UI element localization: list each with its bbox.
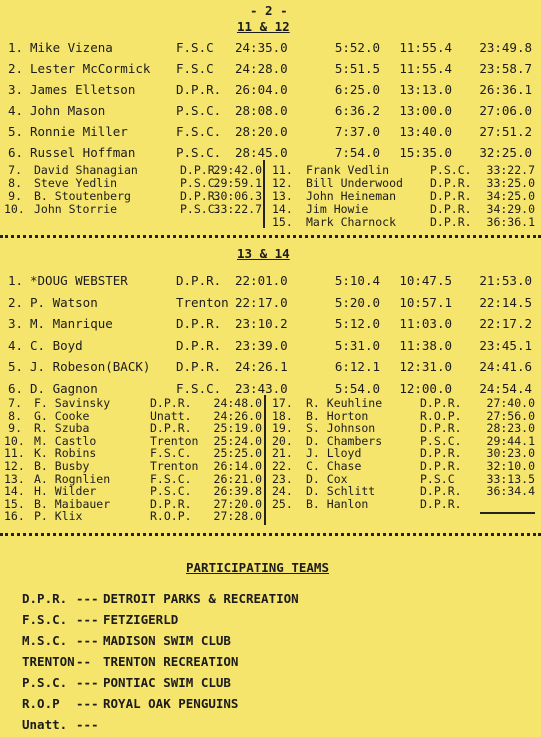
- time-value: 27:56.0: [486, 408, 535, 423]
- swimmer-name: H. Wilder: [34, 484, 97, 499]
- time-value: 36:36.1: [486, 215, 535, 229]
- place-number: 11.: [272, 163, 293, 177]
- place-number: 7.: [8, 163, 22, 177]
- time-value: 25:19.0: [213, 421, 262, 436]
- time-value: 32:10.0: [486, 459, 535, 473]
- section1-divider: [263, 160, 265, 228]
- place-number: 6.: [8, 145, 24, 160]
- time-value: 27:06.0: [479, 103, 532, 118]
- section2-divider: [264, 395, 266, 525]
- place-number: 11.: [4, 446, 25, 461]
- time-value: 22:01.0: [235, 273, 288, 288]
- swimmer-name: S. Johnson: [306, 421, 376, 436]
- split-time: 7:37.0: [334, 124, 380, 139]
- section-title-13-14: 13 & 14: [237, 246, 290, 261]
- team-abbr: D.P.R.: [22, 591, 68, 606]
- time-value: 23:39.0: [235, 337, 288, 353]
- time-value: 26:04.0: [235, 82, 288, 97]
- place-number: 1.: [8, 40, 24, 55]
- place-number: 16.: [4, 509, 25, 524]
- swimmer-name: Bill Underwood: [306, 176, 403, 190]
- place-number: 14.: [4, 484, 25, 499]
- time-value: 24:35.0: [235, 40, 288, 55]
- team-full-name: DETROIT PARKS & RECREATION: [103, 591, 299, 606]
- split-time: 11:38.0: [399, 337, 452, 353]
- team-abbr: R.O.P: [22, 696, 60, 711]
- place-number: 4.: [8, 337, 24, 353]
- swimmer-name: *DOUG WEBSTER: [30, 273, 128, 288]
- swimmer-name: B. Maibauer: [34, 496, 111, 511]
- time-value: 22:17.2: [479, 316, 532, 331]
- swimmer-name: C. Chase: [306, 459, 362, 473]
- team-abbr: D.P.R.: [420, 396, 462, 410]
- swimmer-name: Frank Vedlin: [306, 163, 390, 177]
- swimmer-name: P. Klix: [34, 509, 83, 524]
- swimmer-name: A. Rognlien: [34, 471, 111, 486]
- place-number: 3.: [8, 82, 24, 97]
- place-number: 21.: [272, 446, 293, 461]
- split-time: 7:54.0: [334, 145, 380, 160]
- swimmer-name: R. Szuba: [34, 421, 90, 436]
- swimmer-name: M. Castlo: [34, 433, 97, 448]
- participating-teams-title: PARTICIPATING TEAMS: [186, 560, 329, 575]
- time-value: 26:21.0: [213, 471, 262, 486]
- team-abbr: P.S.C.: [420, 433, 462, 448]
- swimmer-name: B. Horton: [306, 408, 369, 423]
- time-value: 25:25.0: [213, 446, 262, 461]
- team-abbr: P.S.C.: [176, 103, 222, 118]
- time-value: 23:49.8: [479, 40, 532, 55]
- team-abbr: D.P.R.: [430, 215, 472, 229]
- time-value: 30:06.3: [213, 189, 262, 203]
- split-time: 5:10.4: [334, 273, 380, 288]
- time-value: 32:25.0: [479, 145, 532, 160]
- place-number: 4.: [8, 103, 24, 118]
- swimmer-name: Mike Vizena: [30, 40, 113, 55]
- dotted-separator: [0, 235, 541, 238]
- time-value: 27:28.0: [213, 509, 262, 524]
- team-abbr: Trenton: [150, 433, 199, 448]
- dotted-separator: [0, 533, 541, 536]
- team-abbr: D.P.R.: [430, 202, 472, 216]
- team-abbr: D.P.R.: [420, 496, 462, 511]
- swimmer-name: John Storrie: [34, 202, 118, 216]
- team-abbr: D.P.R.: [176, 337, 222, 353]
- place-number: 25.: [272, 496, 293, 511]
- team-abbr: Unatt.: [22, 717, 68, 732]
- swimmer-name: J. Robeson(BACK): [30, 359, 151, 374]
- split-time: 6:12.1: [334, 359, 380, 374]
- team-abbr: D.P.R.: [176, 273, 222, 288]
- place-number: 8.: [8, 176, 22, 190]
- team-abbr: P.S.C.: [176, 145, 222, 160]
- team-abbr: F.S.C: [176, 40, 214, 55]
- team-full-name: TRENTON RECREATION: [103, 654, 239, 669]
- swimmer-name: D. Schlitt: [306, 484, 376, 499]
- swimmer-name: James Elletson: [30, 82, 136, 97]
- team-abbr: Trenton: [176, 294, 229, 310]
- team-abbr: F.S.C.: [22, 612, 68, 627]
- split-time: 6:36.2: [334, 103, 380, 118]
- team-abbr: D.P.R.: [176, 82, 222, 97]
- time-value: 24:48.0: [213, 396, 262, 410]
- team-full-name: FETZIGERLD: [103, 612, 179, 627]
- time-value: 27:20.0: [213, 496, 262, 511]
- time-value: 33:25.0: [486, 176, 535, 190]
- team-abbr: Trenton: [150, 459, 199, 473]
- place-number: 13.: [4, 471, 25, 486]
- team-abbr: F.S.C.: [176, 380, 222, 396]
- place-number: 9.: [8, 421, 22, 436]
- time-value: 24:26.1: [235, 359, 288, 374]
- swimmer-name: J. Lloyd: [306, 446, 362, 461]
- place-number: 6.: [8, 380, 24, 396]
- time-value: 24:54.4: [479, 380, 532, 396]
- time-value: 27:51.2: [479, 124, 532, 139]
- swimmer-name: D. Chambers: [306, 433, 383, 448]
- swimmer-name: Steve Yedlin: [34, 176, 118, 190]
- team-abbr: D.P.R.: [430, 176, 472, 190]
- team-abbr: P.S.C.: [150, 484, 192, 499]
- swimmer-name: B. Stoutenberg: [34, 189, 131, 203]
- time-value: 30:23.0: [486, 446, 535, 461]
- split-time: 12:31.0: [399, 359, 452, 374]
- swimmer-name: R. Keuhline: [306, 396, 383, 410]
- time-value: 34:25.0: [486, 189, 535, 203]
- time-value: 33:13.5: [486, 471, 535, 486]
- swimmer-name: David Shanagian: [34, 163, 138, 177]
- team-abbr: D.P.R.: [420, 446, 462, 461]
- place-number: 23.: [272, 471, 293, 486]
- place-number: 14.: [272, 202, 293, 216]
- separator-dashes: ---: [76, 717, 99, 732]
- place-number: 24.: [272, 484, 293, 499]
- swimmer-name: D. Cox: [306, 471, 348, 486]
- page-number: - 2 -: [250, 3, 288, 18]
- section-title-11-12: 11 & 12: [237, 19, 290, 34]
- team-abbr: F.S.C.: [150, 471, 192, 486]
- time-value: 29:44.1: [486, 433, 535, 448]
- split-time: 5:12.0: [334, 316, 380, 331]
- time-value: 22:14.5: [479, 294, 532, 310]
- place-number: 19.: [272, 421, 293, 436]
- place-number: 17.: [272, 396, 293, 410]
- place-number: 10.: [4, 433, 25, 448]
- time-value: 23:43.0: [235, 380, 288, 396]
- swimmer-name: M. Manrique: [30, 316, 113, 331]
- place-number: 2.: [8, 294, 24, 310]
- split-time: 13:40.0: [399, 124, 452, 139]
- split-time: 5:20.0: [334, 294, 380, 310]
- team-abbr: F.S.C.: [176, 124, 222, 139]
- split-time: 5:51.5: [334, 61, 380, 76]
- time-value: 21:53.0: [479, 273, 532, 288]
- time-value: 23:45.1: [479, 337, 532, 353]
- split-time: 13:13.0: [399, 82, 452, 97]
- place-number: 12.: [272, 176, 293, 190]
- team-abbr: Unatt.: [150, 408, 192, 423]
- team-abbr: R.O.P.: [420, 408, 462, 423]
- team-full-name: ROYAL OAK PENGUINS: [103, 696, 239, 711]
- place-number: 13.: [272, 189, 293, 203]
- split-time: 5:52.0: [334, 40, 380, 55]
- place-number: 5.: [8, 359, 24, 374]
- blank-time-line: [480, 512, 535, 514]
- place-number: 7.: [8, 396, 22, 410]
- time-value: 27:40.0: [486, 396, 535, 410]
- place-number: 15.: [272, 215, 293, 229]
- split-time: 5:54.0: [334, 380, 380, 396]
- swimmer-name: K. Robins: [34, 446, 97, 461]
- team-abbr: D.P.R.: [150, 421, 192, 436]
- team-abbr: F.S.C.: [150, 446, 192, 461]
- time-value: 34:29.0: [486, 202, 535, 216]
- swimmer-name: John Heineman: [306, 189, 397, 203]
- time-value: 24:26.0: [213, 408, 262, 423]
- swimmer-name: F. Savinsky: [34, 396, 111, 410]
- split-time: 15:35.0: [399, 145, 452, 160]
- swimmer-name: G. Cooke: [34, 408, 90, 423]
- split-time: 12:00.0: [399, 380, 452, 396]
- team-abbr: D.P.R.: [180, 189, 222, 203]
- swimmer-name: Ronnie Miller: [30, 124, 128, 139]
- split-time: 11:03.0: [399, 316, 452, 331]
- time-value: 26:14.0: [213, 459, 262, 473]
- time-value: 33:22.7: [213, 202, 262, 216]
- swimmer-name: C. Boyd: [30, 337, 83, 353]
- time-value: 23:10.2: [235, 316, 288, 331]
- split-time: 11:55.4: [399, 40, 452, 55]
- place-number: 1.: [8, 273, 24, 288]
- place-number: 3.: [8, 316, 24, 331]
- time-value: 25:24.0: [213, 433, 262, 448]
- separator-dashes: ---: [76, 591, 99, 606]
- split-time: 11:55.4: [399, 61, 452, 76]
- team-abbr: P.S.C: [420, 471, 455, 486]
- swimmer-name: D. Gagnon: [30, 380, 98, 396]
- time-value: 29:59.1: [213, 176, 262, 190]
- split-time: 10:47.5: [399, 273, 452, 288]
- team-abbr: P.S.C.: [180, 176, 222, 190]
- swimmer-name: Russel Hoffman: [30, 145, 136, 160]
- place-number: 15.: [4, 496, 25, 511]
- team-abbr: R.O.P.: [150, 509, 192, 524]
- team-abbr: D.P.R.: [430, 189, 472, 203]
- time-value: 28:23.0: [486, 421, 535, 436]
- place-number: 12.: [4, 459, 25, 473]
- time-value: 26:39.8: [213, 484, 262, 499]
- swimmer-name: Mark Charnock: [306, 215, 397, 229]
- swimmer-name: B. Busby: [34, 459, 90, 473]
- time-value: 24:41.6: [479, 359, 532, 374]
- team-abbr: M.S.C.: [22, 633, 68, 648]
- team-abbr: F.S.C: [176, 61, 214, 76]
- separator-dashes: --: [76, 654, 92, 669]
- team-abbr: D.P.R.: [420, 421, 462, 436]
- team-abbr: TRENTON: [22, 654, 75, 669]
- place-number: 5.: [8, 124, 24, 139]
- swimmer-name: Jim Howie: [306, 202, 369, 216]
- separator-dashes: ---: [76, 633, 99, 648]
- team-abbr: D.P.R.: [150, 396, 192, 410]
- team-abbr: D.P.R.: [180, 163, 222, 177]
- time-value: 28:20.0: [235, 124, 288, 139]
- swimmer-name: John Mason: [30, 103, 106, 118]
- separator-dashes: ---: [76, 612, 99, 627]
- swimmer-name: P. Watson: [30, 294, 98, 310]
- place-number: 18.: [272, 408, 293, 423]
- split-time: 6:25.0: [334, 82, 380, 97]
- team-abbr: D.P.R.: [150, 496, 192, 511]
- time-value: 24:28.0: [235, 61, 288, 76]
- separator-dashes: ---: [76, 675, 99, 690]
- team-abbr: P.S.C.: [180, 202, 222, 216]
- place-number: 9.: [8, 189, 22, 203]
- split-time: 13:00.0: [399, 103, 452, 118]
- place-number: 10.: [4, 202, 25, 216]
- place-number: 8.: [8, 408, 22, 423]
- time-value: 26:36.1: [479, 82, 532, 97]
- team-abbr: P.S.C.: [430, 163, 472, 177]
- time-value: 36:34.4: [486, 484, 535, 499]
- team-abbr: D.P.R.: [176, 316, 222, 331]
- split-time: 10:57.1: [399, 294, 452, 310]
- team-abbr: P.S.C.: [22, 675, 68, 690]
- swimmer-name: Lester McCormick: [30, 61, 151, 76]
- team-abbr: D.P.R.: [420, 484, 462, 499]
- split-time: 5:31.0: [334, 337, 380, 353]
- place-number: 22.: [272, 459, 293, 473]
- time-value: 28:08.0: [235, 103, 288, 118]
- team-full-name: MADISON SWIM CLUB: [103, 633, 231, 648]
- time-value: 28:45.0: [235, 145, 288, 160]
- time-value: 33:22.7: [486, 163, 535, 177]
- team-full-name: PONTIAC SWIM CLUB: [103, 675, 231, 690]
- place-number: 20.: [272, 433, 293, 448]
- time-value: 22:17.0: [235, 294, 288, 310]
- time-value: 23:58.7: [479, 61, 532, 76]
- separator-dashes: ---: [76, 696, 99, 711]
- team-abbr: D.P.R.: [176, 359, 222, 374]
- swimmer-name: B. Hanlon: [306, 496, 369, 511]
- team-abbr: D.P.R.: [420, 459, 462, 473]
- time-value: 29:42.0: [213, 163, 262, 177]
- place-number: 2.: [8, 61, 24, 76]
